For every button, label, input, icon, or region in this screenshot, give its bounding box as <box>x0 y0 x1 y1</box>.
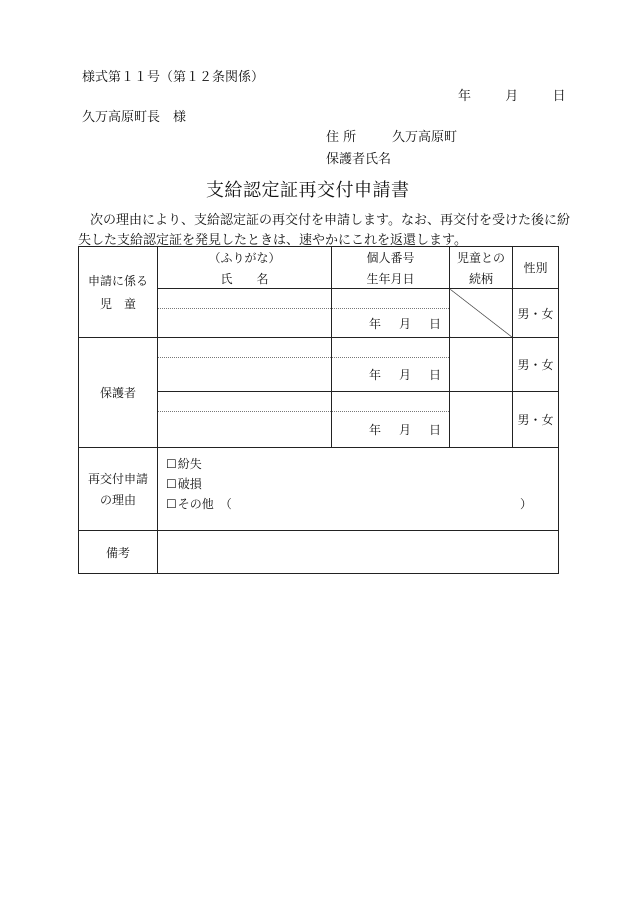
guardian1-gender-cell[interactable]: 男・女 <box>513 338 559 392</box>
reason-options-cell <box>158 448 559 531</box>
guardian2-birthdate-field[interactable] <box>332 412 450 448</box>
header-row <box>79 247 559 289</box>
reason-lost-label: 紛失 <box>177 457 202 471</box>
checkbox-damaged[interactable]: ☐ <box>166 477 177 491</box>
reason-label-cell <box>79 448 158 531</box>
application-table <box>78 246 559 574</box>
reason-option-damaged[interactable] <box>166 474 558 494</box>
furigana-label: （ふりがな） <box>208 250 281 265</box>
addressee: 久万高原町長 様 <box>82 110 187 125</box>
name-label: 氏 名 <box>220 271 269 286</box>
remarks-label-cell: 備考 <box>79 531 158 574</box>
guardian1-birth-year-label: 年 <box>368 368 381 382</box>
relation-header-cell <box>450 247 513 289</box>
guardian-name-label: 保護者氏名 <box>326 152 392 167</box>
child-birth-year-label: 年 <box>368 316 381 331</box>
guardian2-birth-month-label: 月 <box>398 423 411 437</box>
guardian2-relation-field[interactable] <box>450 392 513 448</box>
child-name-field[interactable] <box>158 309 332 338</box>
child-gender-cell[interactable]: 男・女 <box>513 289 559 338</box>
guardian1-id-number-field[interactable] <box>332 338 450 358</box>
guardian1-birth-month-label: 月 <box>398 368 411 382</box>
guardian1-relation-field[interactable] <box>450 338 513 392</box>
guardian-label-cell: 保護者 <box>79 338 158 448</box>
guardian1-name-field[interactable] <box>158 358 332 392</box>
document-title: 支給認定証再交付申請書 <box>206 180 410 201</box>
reason-option-other[interactable] <box>166 494 558 514</box>
body-line-1: 次の理由により、支給認定証の再交付を申請します。なお、再交付を受けた後に紛 <box>90 213 570 228</box>
child-label-2: 児 童 <box>99 297 136 311</box>
child-birth-month-label: 月 <box>398 316 411 331</box>
birthdate-label: 生年月日 <box>366 271 415 286</box>
date-year-label: 年 <box>458 89 472 104</box>
guardian2-id-number-field[interactable] <box>332 392 450 412</box>
guardian2-gender-cell[interactable]: 男・女 <box>513 392 559 448</box>
relation-label-2: 続柄 <box>468 271 493 286</box>
child-id-number-field[interactable] <box>332 289 450 309</box>
checkbox-other[interactable]: ☐ <box>166 497 177 511</box>
guardian2-birth-day-label: 日 <box>428 423 441 437</box>
child-relation-cell-crossed <box>450 289 513 338</box>
guardian1-birthdate-field[interactable] <box>332 358 450 392</box>
child-furigana-field[interactable] <box>158 289 332 309</box>
address-label: 住 所 <box>326 130 357 145</box>
guardian2-furigana-field[interactable] <box>158 392 332 412</box>
reason-option-lost[interactable] <box>166 454 558 474</box>
remarks-field[interactable] <box>158 531 559 574</box>
body-line-2: 失した支給認定証を発見したときは、速やかにこれを返還します。 <box>78 233 467 248</box>
guardian2-name-field[interactable] <box>158 412 332 448</box>
name-header-cell <box>158 247 332 289</box>
checkbox-lost[interactable]: ☐ <box>166 457 177 471</box>
reason-other-label: その他 （ <box>177 497 232 511</box>
child-label-1: 申請に係る <box>87 274 148 288</box>
guardian1-birth-day-label: 日 <box>428 368 441 382</box>
address-value: 久万高原町 <box>392 130 458 145</box>
date-month-label: 月 <box>505 89 519 104</box>
gender-header-cell: 性別 <box>513 247 559 289</box>
id-birth-header-cell <box>332 247 450 289</box>
child-birthdate-field[interactable] <box>332 309 450 338</box>
child-label-cell <box>79 247 158 338</box>
form-number: 様式第１１号（第１２条関係） <box>82 70 265 85</box>
guardian2-birth-year-label: 年 <box>368 423 381 437</box>
child-birth-day-label: 日 <box>428 316 441 331</box>
guardian1-furigana-field[interactable] <box>158 338 332 358</box>
reason-label-2: の理由 <box>99 493 136 507</box>
id-number-label: 個人番号 <box>366 250 415 265</box>
reason-damaged-label: 破損 <box>177 477 202 491</box>
relation-label-1: 児童との <box>456 250 505 265</box>
reason-label-1: 再交付申請 <box>87 472 148 486</box>
header-date <box>458 85 566 104</box>
date-day-label: 日 <box>552 89 566 104</box>
reason-other-close-paren: ） <box>519 497 532 511</box>
